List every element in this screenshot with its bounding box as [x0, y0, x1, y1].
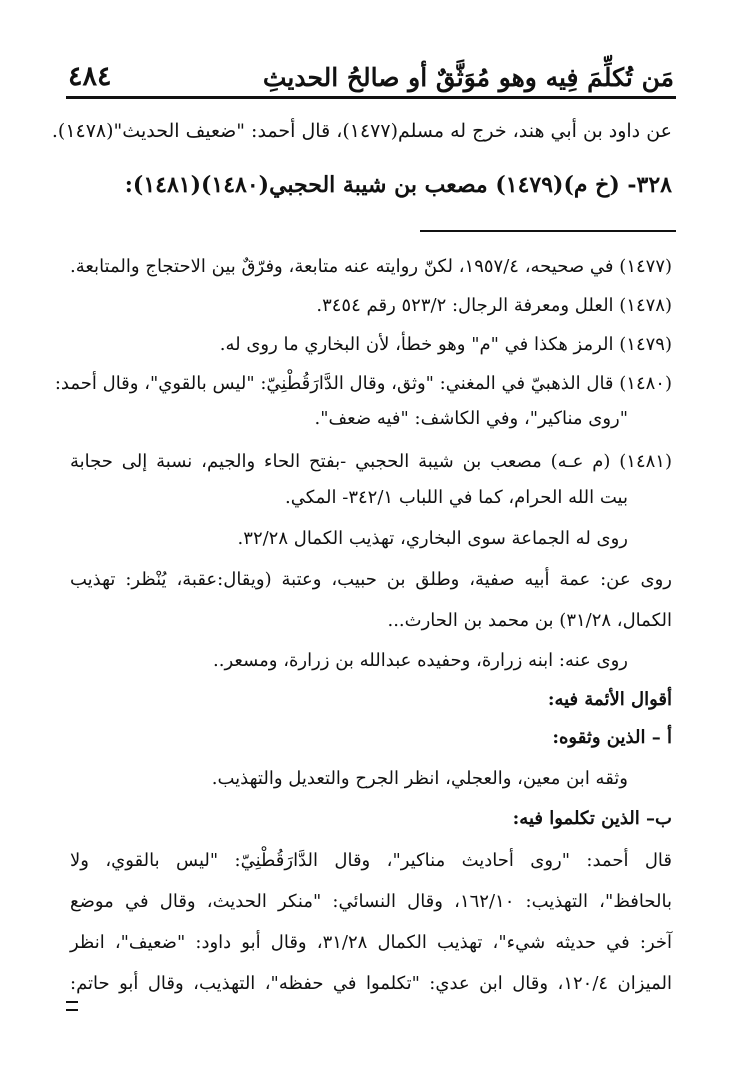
criticism-line2: بالحافظ"، التهذيب: ١٦٢/١٠، وقال النسائي: "منكر الحديث، وقال في موضع [70, 891, 672, 912]
chapter-title: مَن تُكلِّمَ فِيه وهو مُوَثَّقٌ أو صالحُ الحديثِ [262, 63, 674, 92]
footnote-1481-line4: روى عن: عمة أبيه صفية، وطلق بن حبيب، وعتبة (ويقال:عقبة، يُنْظر: تهذيب [70, 569, 672, 590]
continuation-mark [66, 1001, 78, 1011]
footnote-1478: (١٤٧٨) العلل ومعرفة الرجال: ٥٢٣/٢ رقم ٣٤٥٤. [316, 295, 672, 316]
page-number: ٤٨٤ [68, 61, 112, 92]
footnote-1477: (١٤٧٧) في صحيحه، ١٩٥٧/٤، لكنّ روايته عنه متابعة، وفرّقٌ بين الاحتجاج والمتابعة. [70, 256, 673, 277]
running-header [68, 52, 674, 92]
main-text-line: عن داود بن أبي هند، خرج له مسلم(١٤٧٧)، قال أحمد: "ضعيف الحديث"(١٤٧٨). [51, 120, 672, 142]
criticism-line3: آخر: في حديثه شيء"، تهذيب الكمال ٣١/٢٨، وقال أبو داود: "ضعيف"، انظر [70, 932, 673, 953]
narrator-entry-heading: ٣٢٨- (خ م)(١٤٧٩) مصعب بن شيبة الحجبي(١٤٨٠)(١٤٨١): [124, 172, 672, 198]
footnote-1481-line5: الكمال، ٣١/٢٨) بن محمد بن الحارث... [387, 610, 672, 631]
subheading-who-trusted: أ – الذين وثقوه: [552, 727, 672, 748]
footnote-rule [420, 230, 676, 232]
footnote-1481-line2: بيت الله الحرام، كما في اللباب ٣٤٢/١- المكي. [284, 487, 628, 508]
trusted-text: وثقه ابن معين، والعجلي، انظر الجرح والتعديل والتهذيب. [211, 768, 628, 789]
footnote-1480-line2: "روى مناكير"، وفي الكاشف: "فيه ضعف". [314, 408, 628, 429]
section-heading-imams-sayings: أقوال الأئمة فيه: [547, 689, 672, 710]
footnote-1481-line1: (١٤٨١) (م عـه) مصعب بن شيبة الحجبي -بفتح الحاء والجيم، نسبة إلى حجابة [70, 451, 672, 472]
subheading-who-criticized: ب– الذين تكلموا فيه: [512, 808, 672, 829]
footnote-1479: (١٤٧٩) الرمز هكذا في "م" وهو خطأ، لأن البخاري ما روى له. [219, 334, 672, 355]
footnote-1481-line3: روى له الجماعة سوى البخاري، تهذيب الكمال ٣٢/٢٨. [237, 528, 628, 549]
header-rule [66, 96, 676, 99]
footnote-1480-line1: (١٤٨٠) قال الذهبيّ في المغني: "وثق، وقال الدَّارَقُطْنِيّ: "ليس بالقوي"، وقال أحمد: [54, 373, 672, 394]
criticism-line1: قال أحمد: "روى أحاديث مناكير"، وقال الدَّارَقُطْنِيّ: "ليس بالقوي، ولا [70, 850, 672, 871]
criticism-line4: الميزان ١٢٠/٤، وقال ابن عدي: "تكلموا في حفظه"، التهذيب، وقال أبو حاتم: [70, 973, 673, 994]
footnote-1481-line6: روى عنه: ابنه زرارة، وحفيده عبدالله بن زرارة، ومسعر.. [213, 650, 628, 671]
